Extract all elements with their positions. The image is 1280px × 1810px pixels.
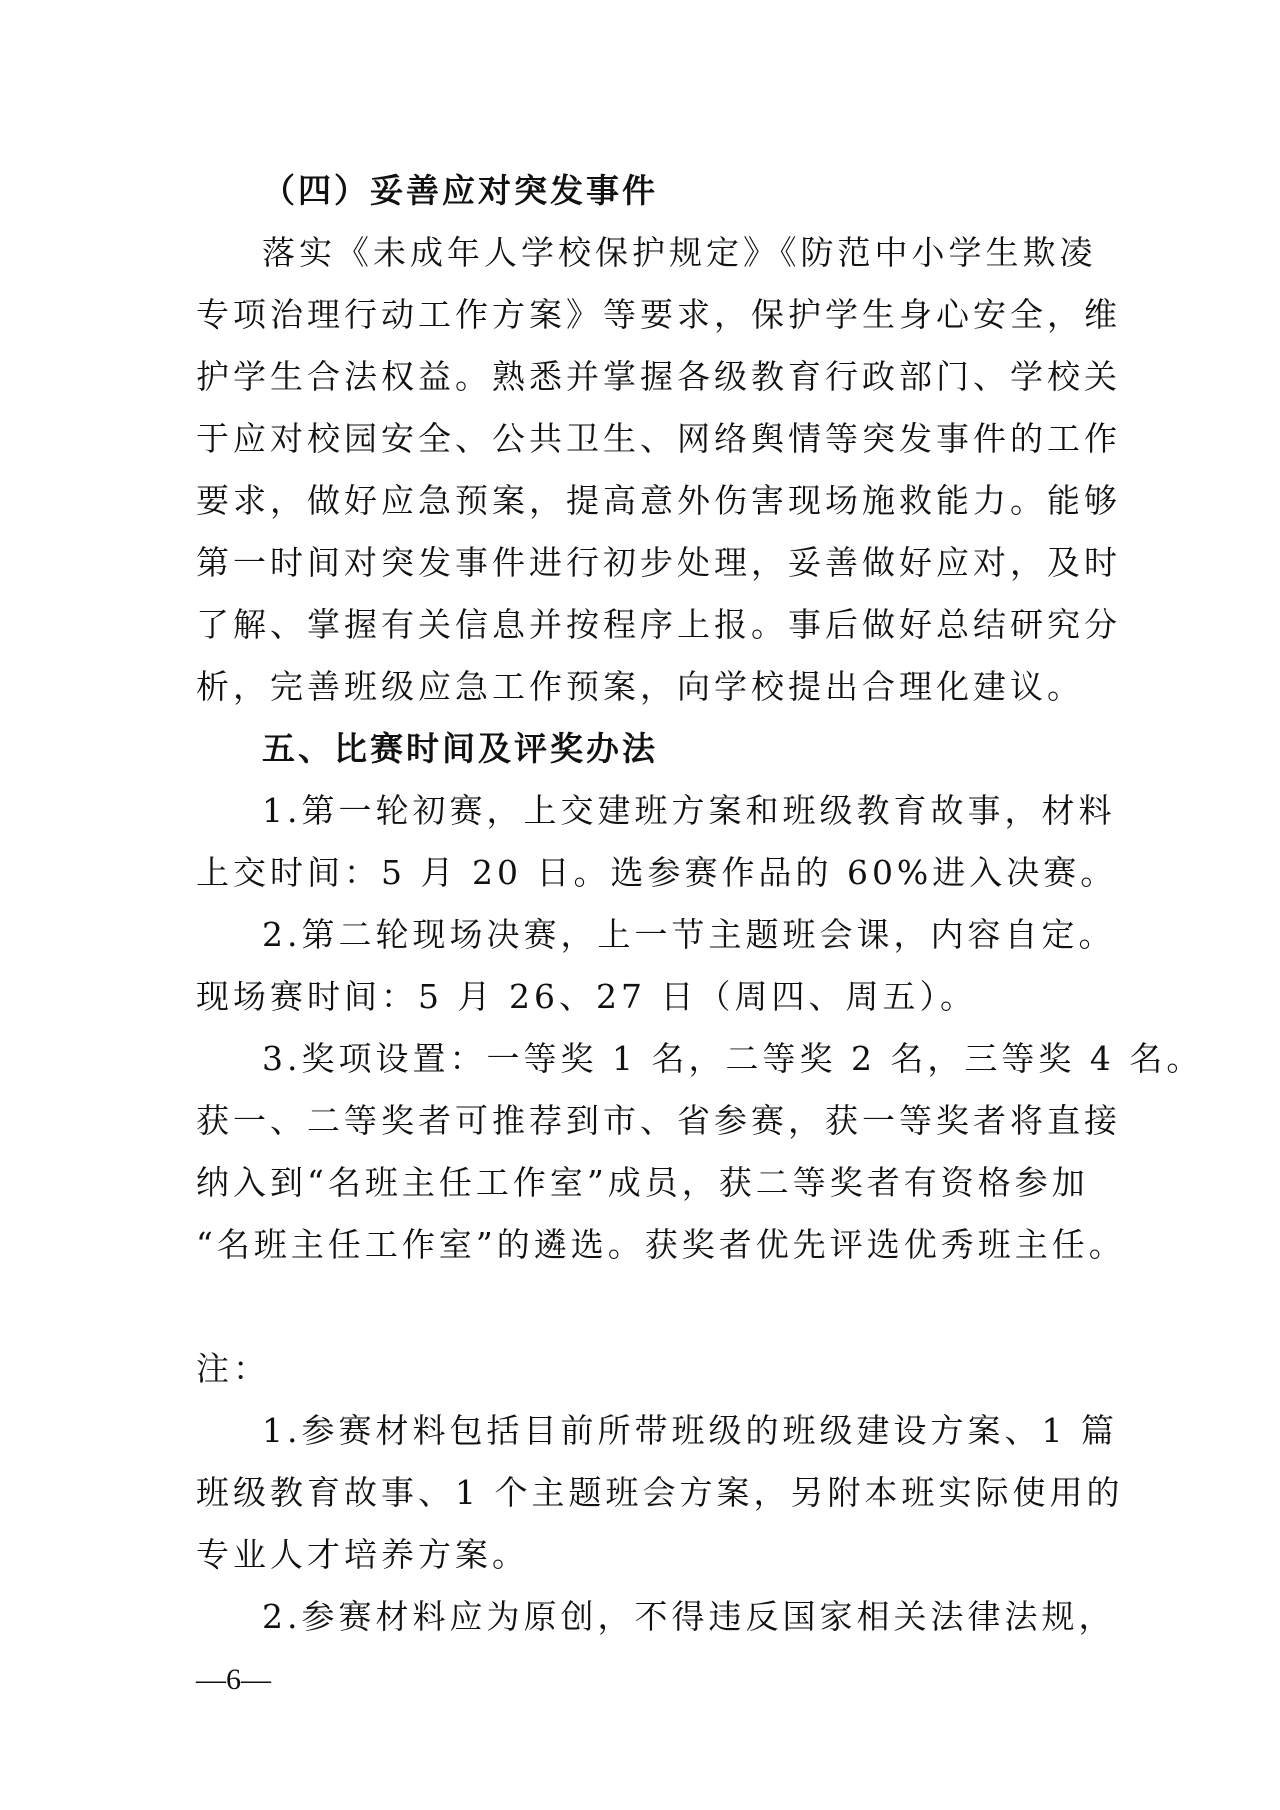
document-page (196, 160, 1204, 1648)
list-item-line: “名班主任工作室”的遴选。获奖者优先评选优秀班主任。 (196, 1225, 1126, 1264)
list-item-line: 2.第二轮现场决赛，上一节主题班会课，内容自定。 (262, 915, 1116, 954)
body-text-line: 落实《未成年人学校保护规定》《防范中小学生欺凌 (262, 233, 1097, 272)
list-item-line: 现场赛时间：5 月 26、27 日（周四、周五）。 (196, 977, 977, 1016)
body-text-line: 第一时间对突发事件进行初步处理，妥善做好应对，及时 (196, 543, 1121, 582)
note-item-line: 1.参赛材料包括目前所带班级的班级建设方案、1 篇 (262, 1411, 1118, 1450)
list-item-line: 1.第一轮初赛，上交建班方案和班级教育故事，材料 (262, 791, 1116, 830)
list-item-line: 纳入到“名班主任工作室”成员，获二等奖者有资格参加 (196, 1163, 1089, 1202)
paragraph-spacer (196, 1276, 1064, 1338)
body-text-line: 了解、掌握有关信息并按程序上报。事后做好总结研究分 (196, 605, 1121, 644)
page-number: —6— (196, 1663, 271, 1696)
section-five-heading: 五、比赛时间及评奖办法 (262, 729, 658, 768)
note-item-line: 2.参赛材料应为原创，不得违反国家相关法律法规， (262, 1597, 1116, 1636)
list-item-line: 获一、二等奖者可推荐到市、省参赛，获一等奖者将直接 (196, 1101, 1121, 1140)
body-text-line: 析，完善班级应急工作预案，向学校提出合理化建议。 (196, 667, 1084, 706)
note-item-line: 班级教育故事、1 个主题班会方案，另附本班实际使用的 (196, 1473, 1124, 1512)
notes-label: 注： (196, 1349, 270, 1388)
list-item-line: 3.奖项设置：一等奖 1 名，二等奖 2 名，三等奖 4 名。 (262, 1039, 1204, 1078)
section-four-heading: （四）妥善应对突发事件 (262, 171, 658, 210)
list-item-line: 上交时间：5 月 20 日。选参赛作品的 60%进入决赛。 (196, 853, 1118, 892)
body-text-line: 要求，做好应急预案，提高意外伤害现场施救能力。能够 (196, 481, 1121, 520)
note-item-line: 专业人才培养方案。 (196, 1535, 529, 1574)
body-text-line: 专项治理行动工作方案》等要求，保护学生身心安全，维 (196, 295, 1121, 334)
body-text-line: 于应对校园安全、公共卫生、网络舆情等突发事件的工作 (196, 419, 1121, 458)
body-text-line: 护学生合法权益。熟悉并掌握各级教育行政部门、学校关 (196, 357, 1121, 396)
